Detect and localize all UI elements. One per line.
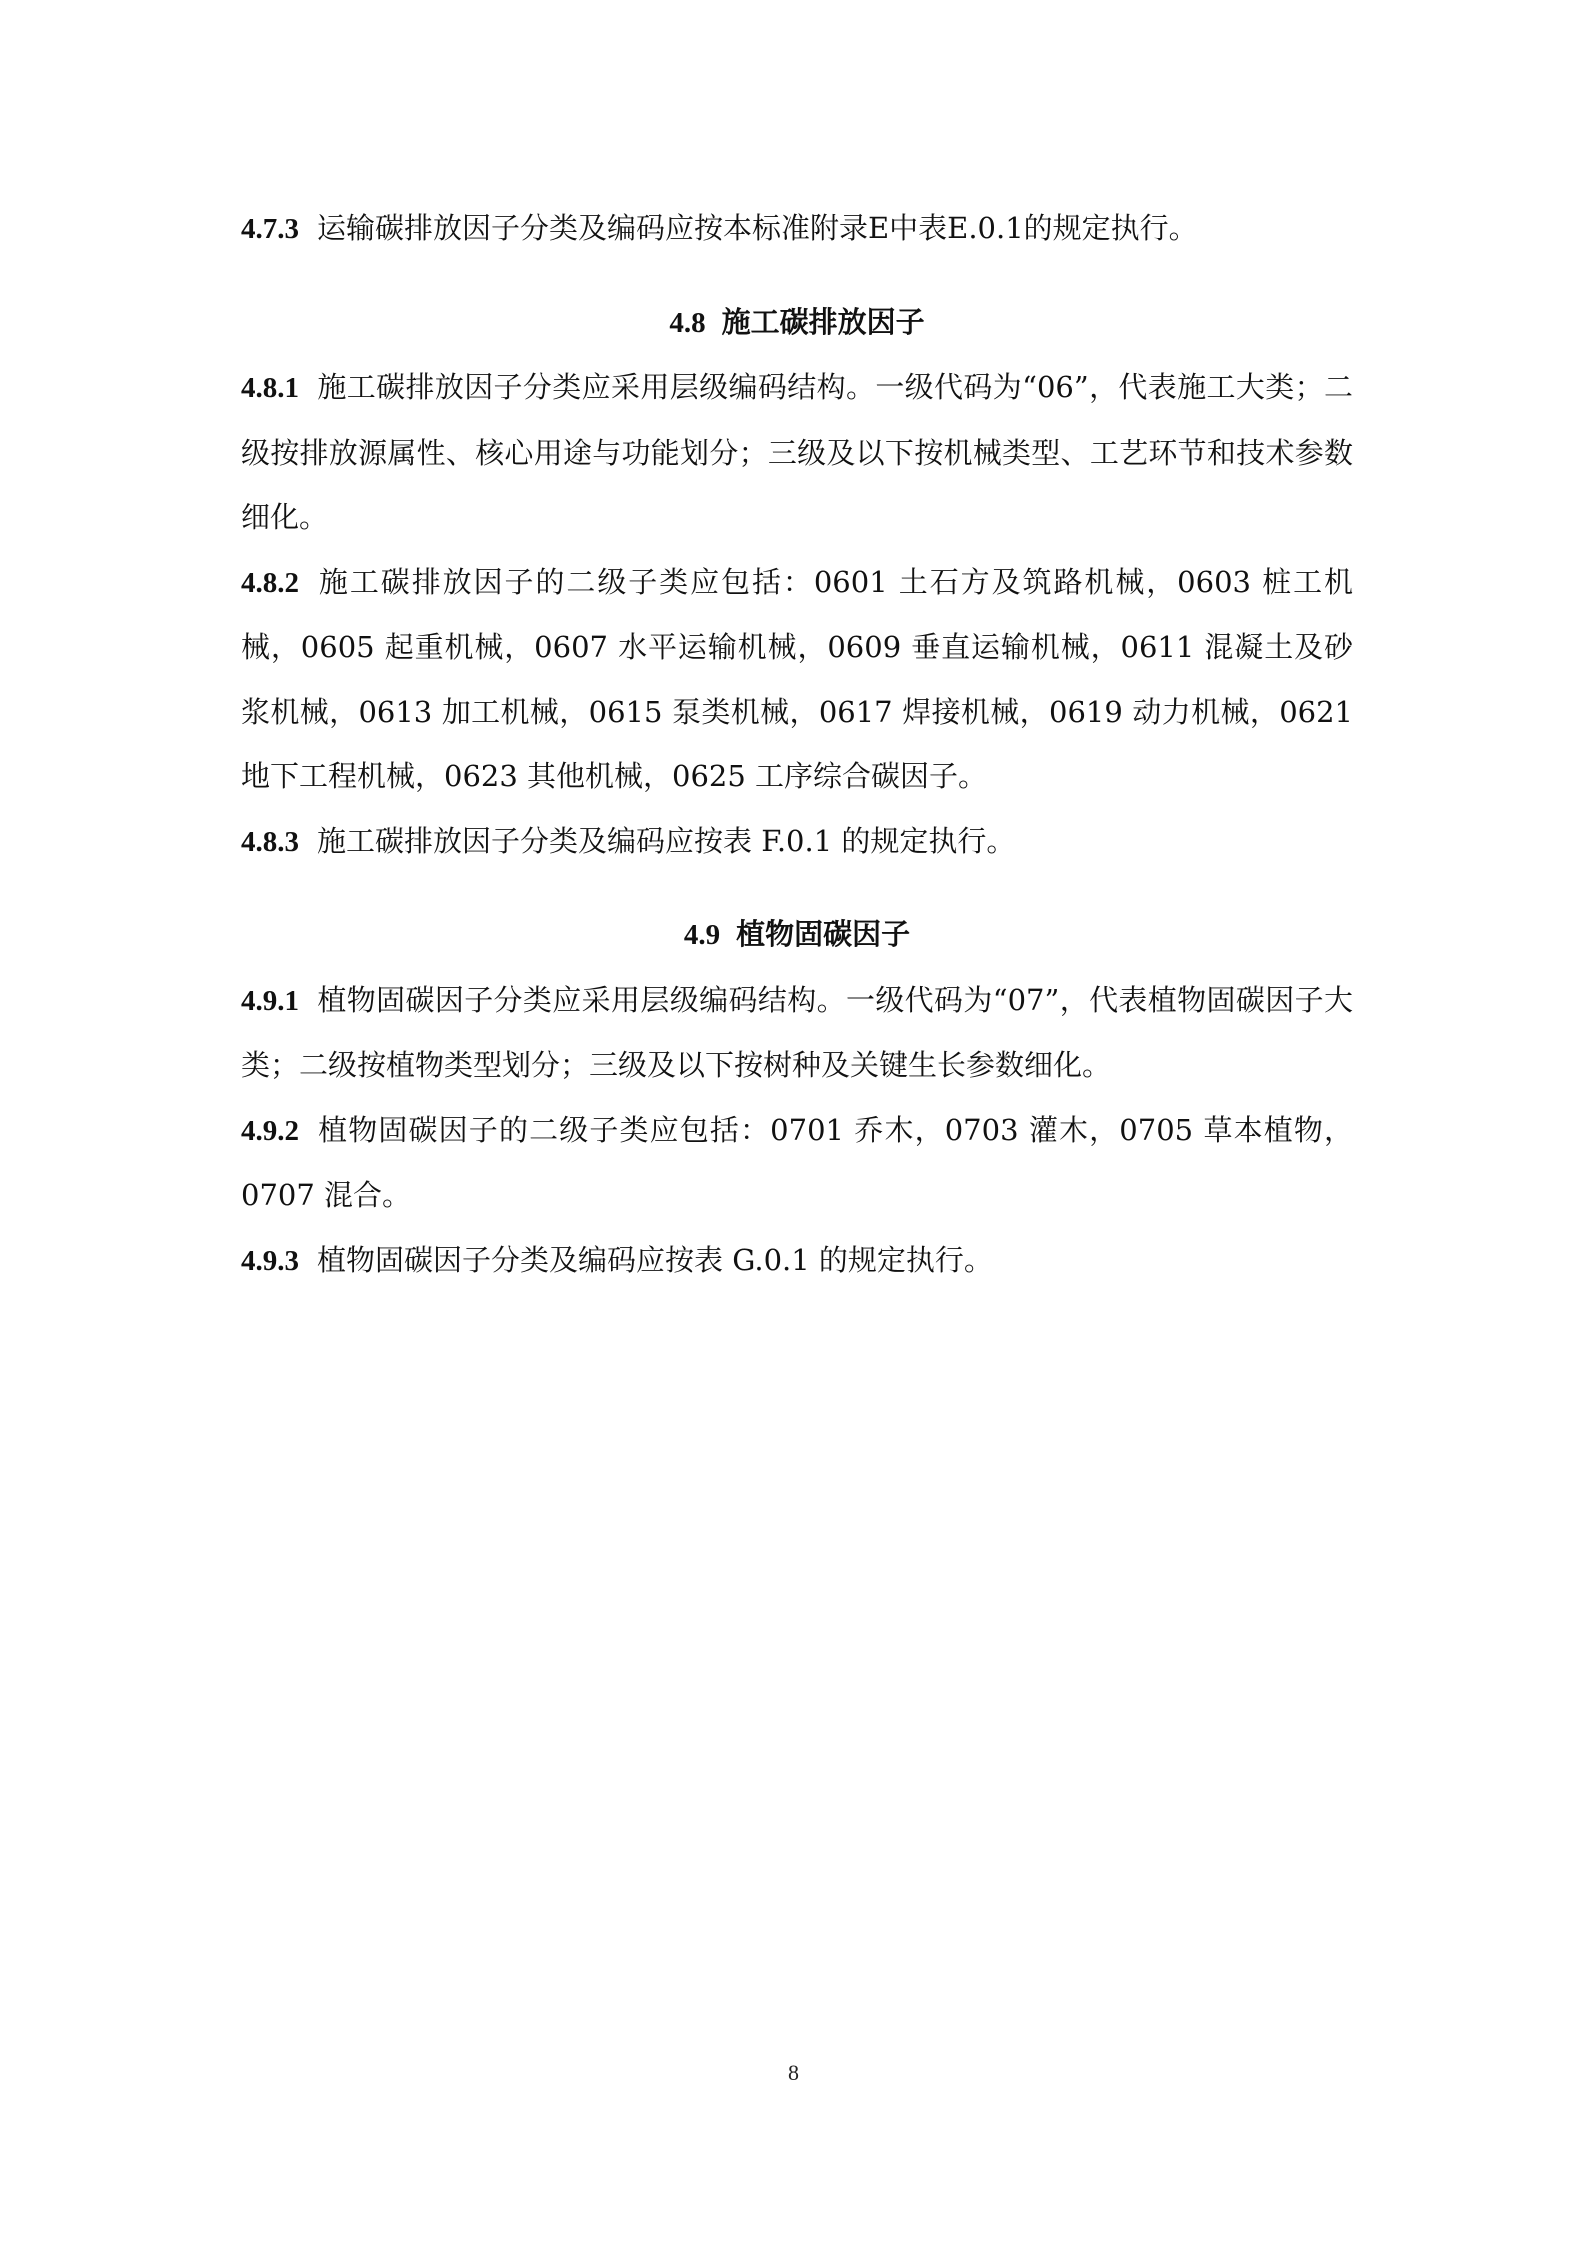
clause-number: 4.8.1	[241, 372, 299, 404]
clause-4-7-3	[241, 196, 1353, 262]
clause-text: 施工碳排放因子的二级子类应包括：0601 土石方及筑路机械，0603 桩工机械，0605 起重机械，0607 水平运输机械，0609 垂直运输机械，0611 混凝土及砂浆机械，0613 加工机械，0615 泵类机械，0617 焊接机械，0619 动力机械，0621 地下工程机械，0623 其他机械，0625 工序综合碳因子。	[241, 564, 1353, 793]
page-content	[241, 196, 1353, 1293]
clause-number: 4.7.3	[241, 213, 299, 245]
clause-text: 运输碳排放因子分类及编码应按本标准附录E中表E.0.1的规定执行。	[317, 211, 1198, 245]
clause-text: 施工碳排放因子分类应采用层级编码结构。一级代码为“06”，代表施工大类；二级按排放源属性、核心用途与功能划分；三级及以下按机械类型、工艺环节和技术参数细化。	[241, 370, 1353, 534]
clause-text: 植物固碳因子分类应采用层级编码结构。一级代码为“07”，代表植物固碳因子大类；二级按植物类型划分；三级及以下按树种及关键生长参数细化。	[241, 982, 1353, 1082]
section-title: 施工碳排放因子	[721, 304, 925, 339]
clause-4-8-1	[241, 355, 1353, 550]
clause-number: 4.9.1	[241, 984, 299, 1017]
spacer	[241, 874, 1353, 902]
clause-number: 4.8.2	[241, 566, 299, 599]
clause-text: 植物固碳因子的二级子类应包括：0701 乔木，0703 灌木，0705 草本植物，0707 混合。	[241, 1112, 1353, 1212]
page-number: 8	[788, 2060, 799, 2085]
clause-number: 4.9.3	[241, 1244, 299, 1277]
section-number: 4.9	[683, 919, 721, 951]
clause-4-8-3	[241, 809, 1353, 875]
clause-number: 4.8.3	[241, 825, 299, 858]
clause-4-9-3	[241, 1228, 1353, 1294]
clause-number: 4.9.2	[241, 1114, 299, 1147]
section-heading-4-9	[241, 902, 1353, 968]
section-title: 植物固碳因子	[736, 917, 911, 951]
clause-4-9-2	[241, 1098, 1353, 1228]
clause-text: 施工碳排放因子分类及编码应按表 F.0.1 的规定执行。	[317, 823, 1016, 858]
clause-4-9-1	[241, 968, 1353, 1098]
section-heading-4-8	[241, 290, 1353, 356]
section-number: 4.8	[669, 306, 706, 339]
clause-4-8-2	[241, 550, 1353, 809]
spacer	[241, 262, 1353, 290]
clause-text: 植物固碳因子分类及编码应按表 G.0.1 的规定执行。	[317, 1242, 993, 1277]
